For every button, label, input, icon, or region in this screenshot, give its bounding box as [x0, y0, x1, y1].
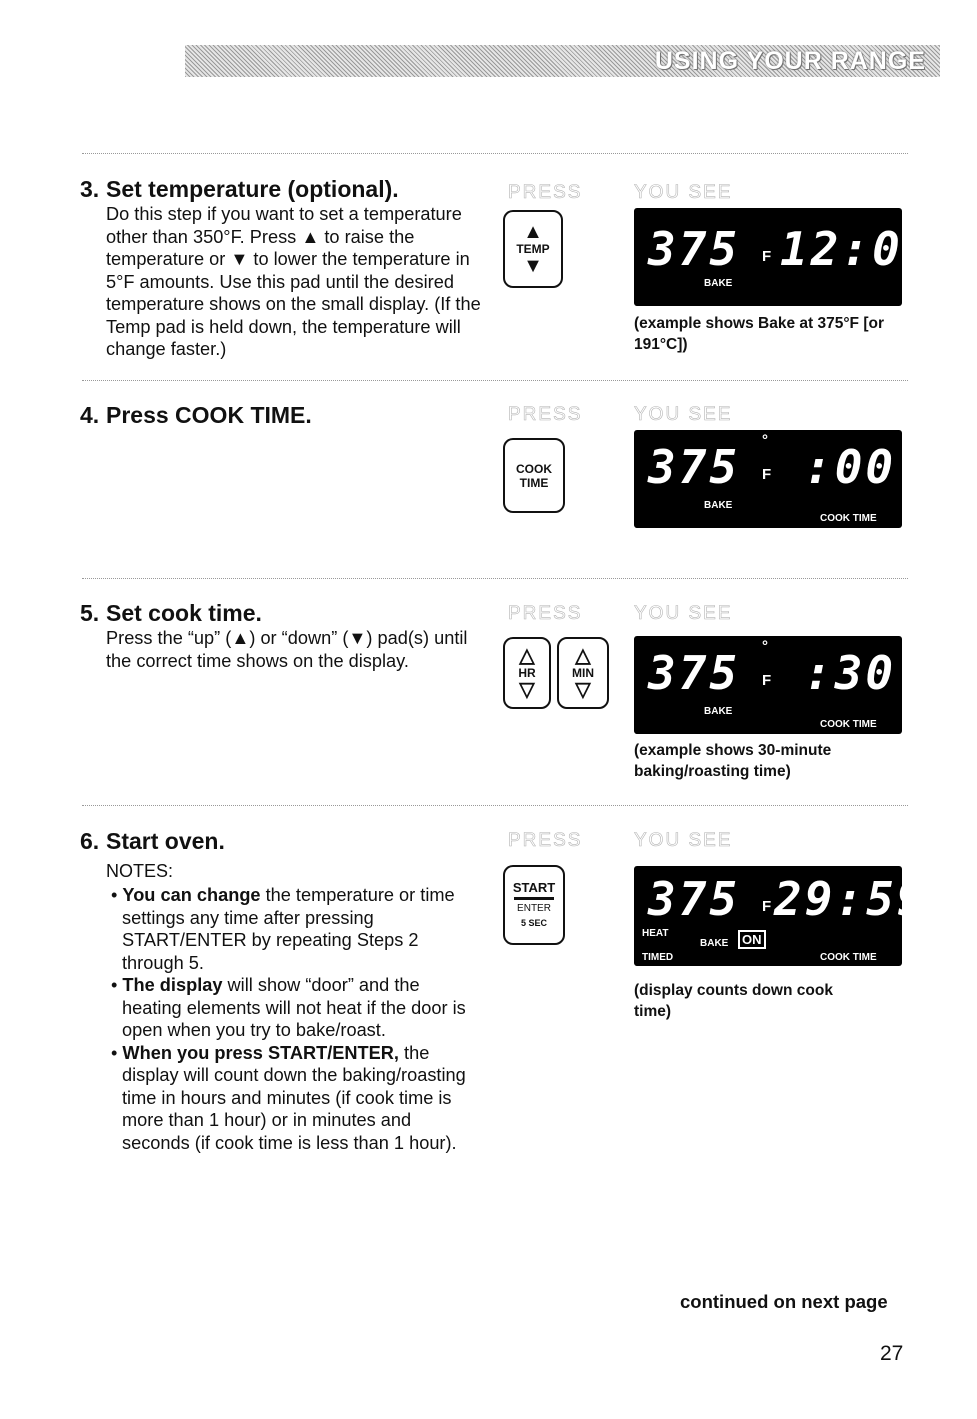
divider: [82, 578, 908, 579]
display-degree: °: [762, 432, 768, 449]
pad-divider: [514, 897, 554, 900]
display-temp: 375: [648, 646, 741, 700]
hour-pad-label: HR: [518, 666, 536, 680]
hour-pad[interactable]: [503, 637, 551, 709]
display-degree: °: [762, 638, 768, 655]
display-temp: 375: [648, 440, 741, 494]
divider: [82, 153, 908, 154]
display-mode: BAKE: [700, 938, 729, 949]
display-heat: HEAT: [642, 928, 669, 939]
note-item: • When you press START/ENTER, the display will count down the baking/roasting time in hours and minutes (if cook time is more than 1 hour) or in minutes and seconds (if cook time is less than 1 hour).: [111, 1042, 466, 1153]
step-4: [80, 402, 312, 429]
temp-pad-label: TEMP: [516, 242, 550, 256]
enter-pad-label: ENTER: [517, 902, 551, 914]
temp-pad[interactable]: [503, 210, 563, 288]
you-see-label: YOU SEE: [634, 603, 733, 624]
step-3: [80, 176, 486, 361]
divider: [82, 380, 908, 381]
page-number: 27: [880, 1342, 904, 1365]
step-6-caption: (display counts down cook time): [634, 982, 833, 1020]
up-arrow-icon: △: [519, 645, 535, 667]
cook-time-pad[interactable]: [503, 438, 565, 513]
display-unit: F: [762, 898, 772, 915]
start-enter-pad[interactable]: [503, 865, 565, 945]
lock-5sec-label: 5 SEC: [520, 917, 547, 928]
notes-label: NOTES:: [106, 861, 174, 881]
display-temp: 375: [648, 222, 741, 276]
step-6: [80, 828, 500, 1154]
display-time: :00: [804, 440, 897, 494]
section-banner: [185, 45, 940, 77]
display-step-6: [634, 866, 928, 966]
down-arrow-icon: ▽: [519, 679, 535, 701]
display-time: :30: [804, 646, 897, 700]
display-mode: BAKE: [704, 278, 733, 289]
display-timed: TIMED: [642, 952, 674, 963]
minute-pad-label: MIN: [572, 666, 594, 680]
you-see-label: YOU SEE: [634, 404, 733, 425]
display-time: 29:59: [774, 872, 928, 926]
display-step-5: [634, 636, 902, 734]
down-arrow-icon: ▼: [523, 255, 543, 277]
step-5: [80, 600, 486, 672]
display-mode: BAKE: [704, 500, 733, 511]
up-arrow-icon: △: [575, 645, 591, 667]
step-3-body: Do this step if you want to set a temperature other than 350°F. Press ▲ to raise the temperature or ▼ to lower the temperature in 5°F amounts. Use this pad until the desired temperature shows on the small display. (If the Temp pad is held down, the temperature will change faster.): [106, 204, 481, 359]
display-mode: BAKE: [704, 706, 733, 717]
up-arrow-icon: ▲: [523, 221, 543, 243]
cook-time-pad-label: TIME: [519, 475, 549, 490]
display-unit: F: [762, 248, 772, 265]
step-6-title: 6. Start oven.: [80, 828, 225, 854]
divider: [82, 805, 908, 806]
step-3-caption: (example shows Bake at 375°F [or 191°C]): [634, 315, 884, 353]
press-label: PRESS: [508, 830, 583, 851]
press-label: PRESS: [508, 182, 583, 203]
display-indicator: COOK TIME: [820, 719, 877, 730]
display-unit: F: [762, 672, 772, 689]
display-step-4: [634, 430, 902, 528]
press-label: PRESS: [508, 404, 583, 425]
step-3-title: 3. Set temperature (optional).: [80, 176, 399, 202]
press-label: PRESS: [508, 603, 583, 624]
step-5-body: Press the “up” (▲) or “down” (▼) pad(s) until the correct time shows on the display.: [106, 628, 468, 671]
note-item: • The display will show “door” and the heating elements will not heat if the door is open when you try to bake/roast.: [111, 975, 466, 1040]
continued-note: continued on next page: [680, 1291, 888, 1312]
start-pad-label: START: [512, 879, 556, 895]
display-indicator: COOK TIME: [820, 513, 877, 524]
display-time: 12:00: [780, 222, 934, 276]
display-indicator: COOK TIME: [820, 952, 877, 963]
display-unit: F: [762, 466, 772, 483]
section-title: USING YOUR RANGE: [654, 47, 926, 75]
minute-pad[interactable]: [557, 637, 609, 709]
you-see-label: YOU SEE: [634, 182, 733, 203]
note-item: • You can change the temperature or time settings any time after pressing START/ENTER by repeating Steps 2 through 5.: [111, 885, 455, 973]
you-see-label: YOU SEE: [634, 830, 733, 851]
cook-time-pad-label: COOK: [516, 461, 552, 476]
display-on-indicator: ON: [738, 930, 766, 949]
step-5-title: 5. Set cook time.: [80, 600, 262, 626]
down-arrow-icon: ▽: [575, 679, 591, 701]
display-temp: 375: [648, 872, 741, 926]
step-5-caption: (example shows 30-minute baking/roasting time): [634, 742, 832, 780]
step-4-title: 4. Press COOK TIME.: [80, 402, 312, 428]
display-step-3: [634, 208, 934, 306]
